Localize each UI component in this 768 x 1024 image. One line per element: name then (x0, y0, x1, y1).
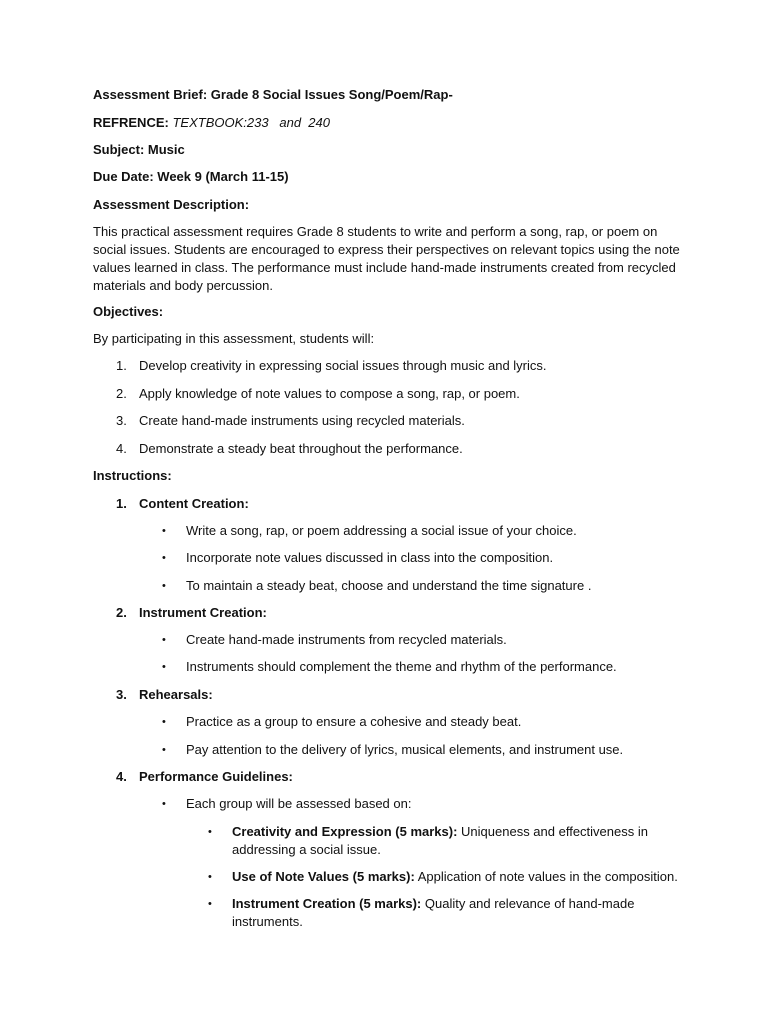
criterion-item (232, 895, 692, 931)
instructions-heading: Instructions: (93, 468, 172, 483)
reference-line (93, 114, 330, 132)
objective-item: Apply knowledge of note values to compose a song, rap, or poem. (139, 386, 520, 401)
bullet-icon: • (162, 716, 166, 728)
instruction-number: 4. (116, 769, 127, 784)
description-heading: Assessment Description: (93, 197, 250, 212)
criterion-text: Application of note values in the composition. (414, 869, 678, 884)
instruction-bullet: Each group will be assessed based on: (186, 796, 412, 811)
objective-item: Create hand-made instruments using recycled materials. (139, 413, 465, 428)
subject-line: Subject: Music (93, 142, 185, 157)
criterion-label: Use of Note Values (5 marks): (232, 869, 415, 884)
instruction-bullet: Incorporate note values discussed in class into the composition. (186, 550, 554, 565)
bullet-icon: • (208, 826, 212, 838)
instruction-number: 3. (116, 687, 127, 702)
reference-label: REFRENCE: (93, 115, 169, 130)
instruction-bullet: Create hand-made instruments from recycled materials. (186, 632, 507, 647)
criterion-item (232, 823, 692, 859)
criterion-label: Instrument Creation (5 marks): (232, 896, 422, 911)
criterion-item (232, 868, 692, 886)
objective-number: 3. (116, 413, 127, 428)
objective-number: 1. (116, 358, 127, 373)
objective-number: 2. (116, 386, 127, 401)
objective-item: Develop creativity in expressing social issues through music and lyrics. (139, 358, 547, 373)
bullet-icon: • (162, 661, 166, 673)
bullet-icon: • (208, 898, 212, 910)
criterion-text: Quality and relevance of hand-made instruments. (232, 896, 635, 929)
bullet-icon: • (162, 525, 166, 537)
instruction-title: Performance Guidelines: (139, 769, 293, 784)
bullet-icon: • (162, 634, 166, 646)
instruction-number: 1. (116, 496, 127, 511)
bullet-icon: • (162, 552, 166, 564)
instruction-number: 2. (116, 605, 127, 620)
bullet-icon: • (162, 744, 166, 756)
bullet-icon: • (208, 871, 212, 883)
description-paragraph: This practical assessment requires Grade 8 students to write and perform a song, rap, or poem on social issues. Students are encouraged to express their perspectives on relevant topics using the note values learned in class. The performance must include hand-made instruments created from recycled materials and body percussion. (93, 224, 680, 293)
criterion-text: Uniqueness and effectiveness in addressing a social issue. (232, 824, 648, 857)
objectives-heading: Objectives: (93, 304, 164, 319)
instruction-title: Content Creation: (139, 496, 249, 511)
objective-item: Demonstrate a steady beat throughout the performance. (139, 441, 463, 456)
due-date-line: Due Date: Week 9 (March 11-15) (93, 169, 289, 184)
instruction-bullet: Practice as a group to ensure a cohesive and steady beat. (186, 714, 522, 729)
instruction-bullet: Write a song, rap, or poem addressing a social issue of your choice. (186, 523, 577, 538)
document-title: Assessment Brief: Grade 8 Social Issues Song/Poem/Rap- (93, 87, 453, 102)
instruction-title: Instrument Creation: (139, 605, 267, 620)
instruction-title: Rehearsals: (139, 687, 213, 702)
reference-value: TEXTBOOK:233 and 240 (172, 115, 330, 130)
bullet-icon: • (162, 580, 166, 592)
instruction-bullet: Pay attention to the delivery of lyrics, musical elements, and instrument use. (186, 742, 624, 757)
instruction-bullet: To maintain a steady beat, choose and understand the time signature . (186, 578, 592, 593)
objective-number: 4. (116, 441, 127, 456)
objectives-intro: By participating in this assessment, students will: (93, 331, 375, 346)
criterion-label: Creativity and Expression (5 marks): (232, 824, 458, 839)
instruction-bullet: Instruments should complement the theme and rhythm of the performance. (186, 659, 617, 674)
bullet-icon: • (162, 798, 166, 810)
